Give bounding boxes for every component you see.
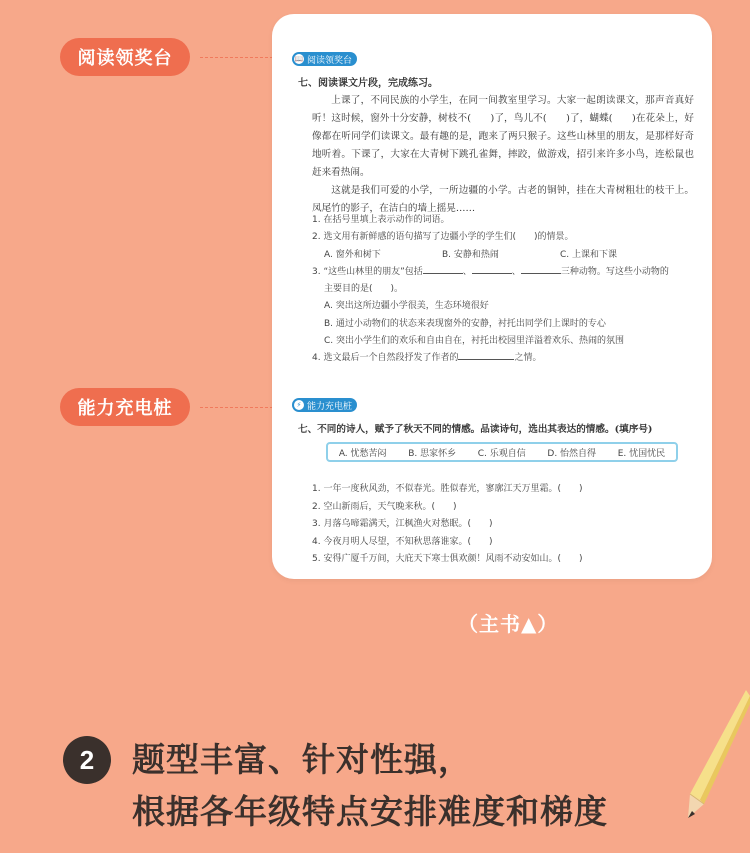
feature-number-badge: 2 [63, 736, 111, 784]
poem-5: 5. 安得广厦千万间，大庇天下寒士俱欢颜！风雨不动安如山。( ) [312, 554, 583, 564]
q3-sep-2: 、 [511, 266, 521, 277]
section1-title: 七、阅读课文片段，完成练习。 [298, 78, 438, 89]
question-1: 1. 在括号里填上表示动作的词语。 [312, 215, 450, 225]
reading-label: 阅读领奖台 [60, 38, 190, 76]
poem-2: 2. 空山新雨后，天气晚来秋。( ) [312, 501, 457, 512]
book-page-card [272, 14, 712, 579]
book-icon: 📖 [294, 55, 304, 63]
choice-c: C. 乐观自信 [477, 448, 526, 459]
poem-3: 3. 月落乌啼霜满天，江枫渔火对愁眠。( ) [312, 519, 493, 529]
passage-paragraph-2: 这就是我们可爱的小学，一所边疆的小学。古老的铜钟，挂在大青树粗壮的枝干上。凤尾竹的影子，在洁白的墙上摇晃…… [312, 185, 694, 214]
ability-label: 能力充电桩 [60, 388, 190, 426]
reading-tag-label: 阅读领奖台 [307, 55, 353, 66]
poem-1: 1. 一年一度秋风劲，不似春光。胜似春光，寥廓江天万里霜。( ) [312, 484, 583, 494]
pencil-icon [676, 690, 750, 824]
question-3 [312, 264, 702, 281]
feature-headline-2: 根据各年级特点安排难度和梯度 [132, 792, 608, 831]
q3-blank-3[interactable] [521, 264, 561, 274]
q3-blank-1[interactable] [423, 264, 463, 274]
question-2-options [312, 247, 702, 264]
q4-text-a: 4. 选文最后一个自然段抒发了作者的 [312, 353, 459, 364]
poem-list [312, 481, 692, 569]
question-2: 2. 选文用有新鲜感的语句描写了边疆小学的学生们( )的情景。 [312, 232, 574, 243]
q3-option-c: C. 突出小学生们的欢乐和自由自在，衬托出校园里洋溢着欢乐、热闹的氛围 [324, 336, 625, 347]
main-book-caption: （主书▲） [458, 612, 559, 636]
ability-tag [292, 398, 357, 412]
passage-paragraph-1: 上课了，不同民族的小学生，在同一间教室里学习。大家一起朗读课文，那声音真好听！这时候，窗外十分安静，树枝不( )了，鸟儿不( )了，蝴蝶( )在花朵上，好像都在听同学们读课文。最有趣的是，跑来了两只猴子。这些山林里的朋友，是那样好奇地听着。下课了，大家在大青树下跳孔雀舞，摔跤，做游戏，招引来许多小鸟，连松鼠也赶来看热闹。 [312, 95, 694, 178]
question-4 [312, 350, 702, 367]
q2-option-c: C. 上课和下课 [560, 249, 618, 260]
choice-a: A. 忧愁苦闷 [338, 448, 387, 459]
section2-title: 七、不同的诗人，赋予了秋天不同的情感。品读诗句，选出其表达的情感。(填序号) [298, 424, 653, 435]
question-3-cont: 主要目的是( )。 [324, 284, 404, 295]
lightning-icon: ⚡ [294, 400, 304, 410]
choice-e: E. 忧国忧民 [617, 448, 666, 459]
q3-text-a: 3. “这些山林里的朋友”包括 [312, 266, 423, 277]
q3-option-b: B. 通过小动物们的状态来表现窗外的安静，衬托出同学们上课时的专心 [324, 318, 606, 329]
question-list [312, 212, 702, 368]
reading-passage [312, 92, 694, 218]
feature-headline-1: 题型丰富、针对性强， [132, 740, 472, 779]
ability-tag-label: 能力充电桩 [307, 401, 353, 412]
q2-option-a: A. 窗外和树下 [324, 249, 381, 260]
q4-text-b: 之情。 [514, 353, 542, 364]
reading-tag [292, 52, 357, 66]
choice-d: D. 怡然自得 [547, 448, 597, 459]
answer-choices-box [326, 442, 678, 462]
q3-sep-1: 、 [462, 266, 472, 277]
poem-4: 4. 今夜月明人尽望，不知秋思落谁家。( ) [312, 536, 493, 547]
reading-connector [200, 57, 278, 58]
q3-text-b: 三种动物。写这些小动物的 [560, 266, 669, 277]
q3-option-a: A. 突出这所边疆小学很美，生态环境很好 [324, 301, 489, 312]
q3-blank-2[interactable] [472, 264, 512, 274]
choice-b: B. 思家怀乡 [408, 448, 457, 459]
q4-blank[interactable] [458, 350, 514, 360]
ability-connector [200, 407, 278, 408]
q2-option-b: B. 安静和热闹 [442, 249, 499, 260]
